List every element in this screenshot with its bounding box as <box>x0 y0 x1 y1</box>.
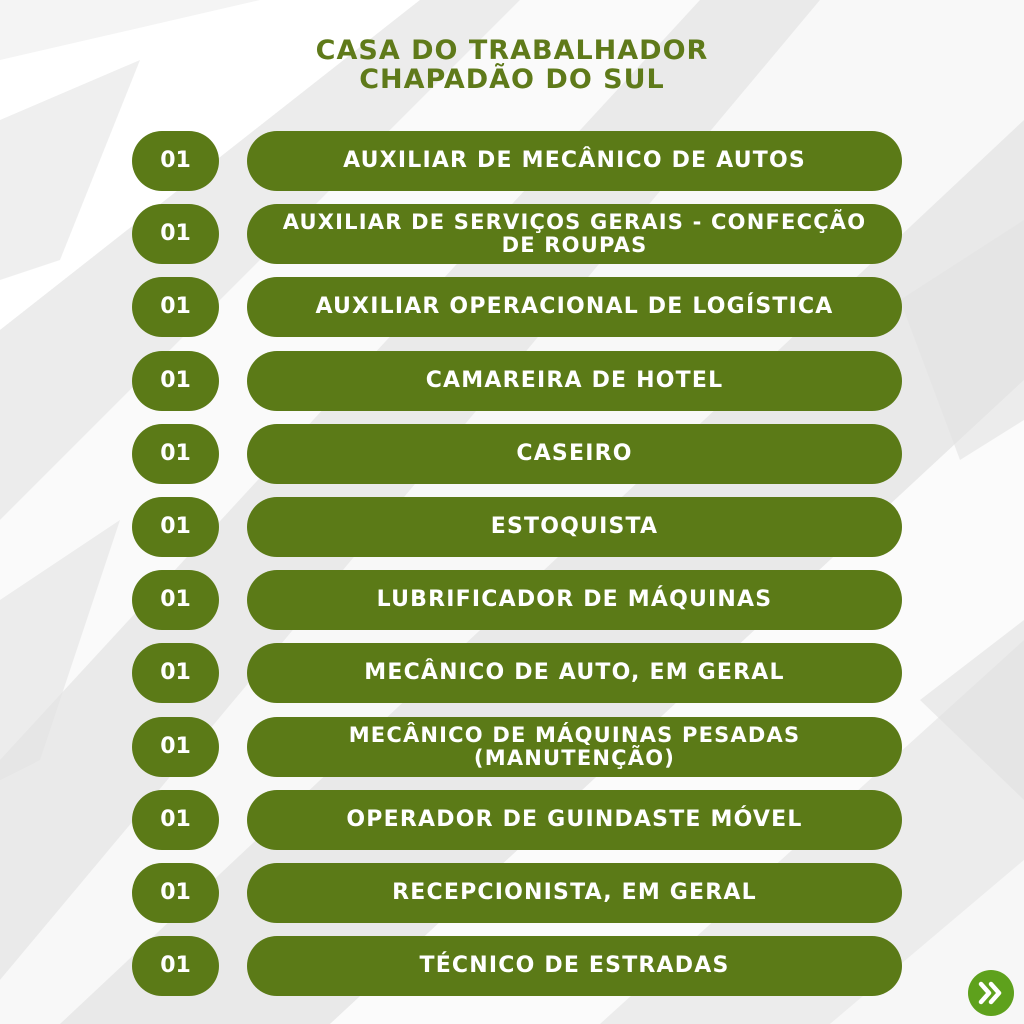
vacancy-count-badge: 01 <box>132 351 219 411</box>
list-item <box>132 497 902 557</box>
job-title-pill: TÉCNICO DE ESTRADAS <box>247 936 902 996</box>
vacancy-count-badge: 01 <box>132 277 219 337</box>
vacancy-count-badge: 01 <box>132 936 219 996</box>
job-list <box>132 131 902 1009</box>
vacancy-count-badge: 01 <box>132 497 219 557</box>
list-item <box>132 424 902 484</box>
job-title-pill: OPERADOR DE GUINDASTE MÓVEL <box>247 790 902 850</box>
job-title-pill: CAMAREIRA DE HOTEL <box>247 351 902 411</box>
list-item <box>132 204 902 264</box>
job-title-pill: ESTOQUISTA <box>247 497 902 557</box>
list-item <box>132 790 902 850</box>
vacancy-count-badge: 01 <box>132 570 219 630</box>
list-item <box>132 570 902 630</box>
double-chevron-right-icon <box>968 970 1014 1016</box>
vacancy-count-badge: 01 <box>132 863 219 923</box>
vacancy-count-badge: 01 <box>132 131 219 191</box>
vacancy-count-badge: 01 <box>132 790 219 850</box>
job-title-pill: MECÂNICO DE AUTO, EM GERAL <box>247 643 902 703</box>
job-title-pill: CASEIRO <box>247 424 902 484</box>
title-line-2: CHAPADÃO DO SUL <box>359 64 665 95</box>
job-title-pill: AUXILIAR DE MECÂNICO DE AUTOS <box>247 131 902 191</box>
job-title-pill: AUXILIAR OPERACIONAL DE LOGÍSTICA <box>247 277 902 337</box>
vacancy-count-badge: 01 <box>132 643 219 703</box>
vacancy-count-badge: 01 <box>132 204 219 264</box>
job-title-pill: LUBRIFICADOR DE MÁQUINAS <box>247 570 902 630</box>
vacancy-count-badge: 01 <box>132 424 219 484</box>
job-title-pill: MECÂNICO DE MÁQUINAS PESADAS (MANUTENÇÃO) <box>247 717 902 777</box>
page-title <box>0 36 1024 94</box>
list-item <box>132 863 902 923</box>
job-title-pill: RECEPCIONISTA, EM GERAL <box>247 863 902 923</box>
vacancy-count-badge: 01 <box>132 717 219 777</box>
next-button[interactable] <box>968 970 1014 1016</box>
job-title-pill: AUXILIAR DE SERVIÇOS GERAIS - CONFECÇÃO DE ROUPAS <box>247 204 902 264</box>
title-line-1: CASA DO TRABALHADOR <box>315 35 709 66</box>
list-item <box>132 643 902 703</box>
list-item <box>132 277 902 337</box>
list-item <box>132 131 902 191</box>
list-item <box>132 936 902 996</box>
list-item <box>132 351 902 411</box>
list-item <box>132 717 902 777</box>
